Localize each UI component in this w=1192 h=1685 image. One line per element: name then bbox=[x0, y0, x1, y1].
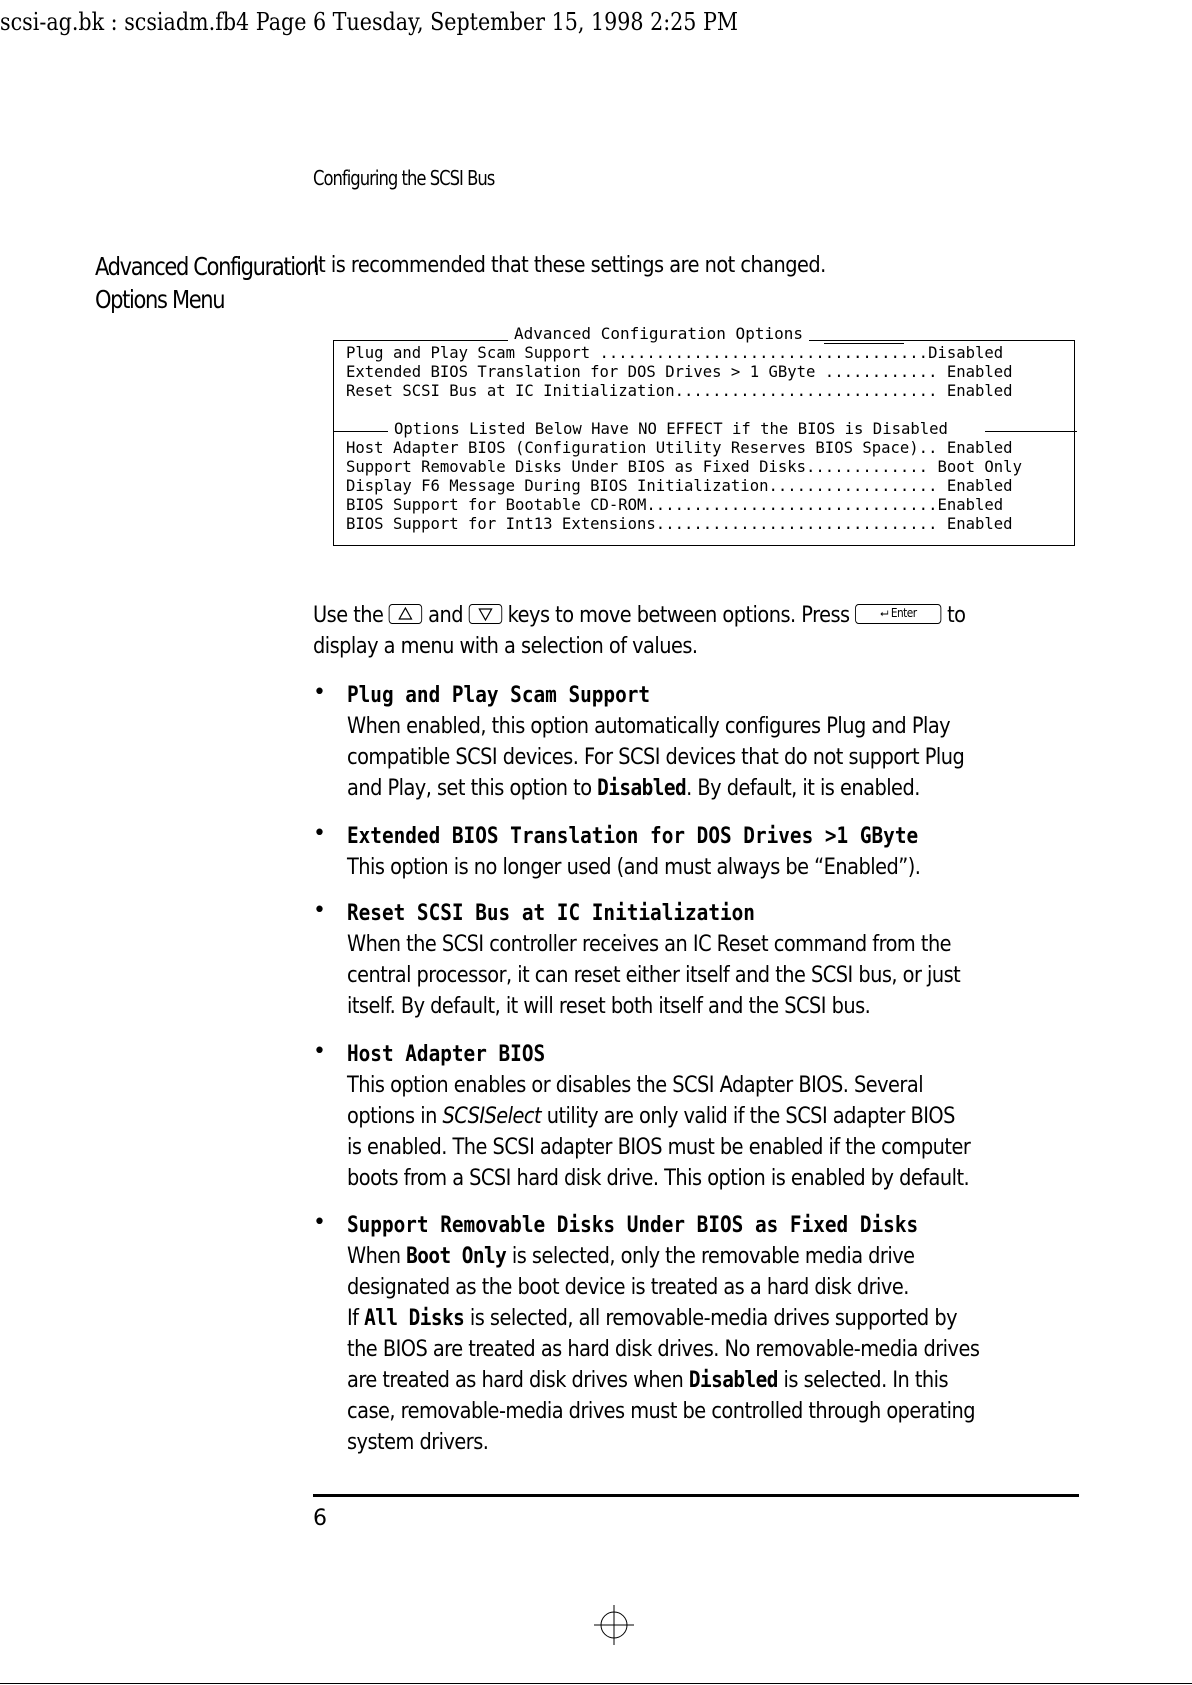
running-head: Configuring the SCSI Bus bbox=[313, 166, 495, 190]
item-text: itself. By default, it will reset both itself and the SCSI bus. bbox=[347, 994, 871, 1019]
menu-row[interactable]: BIOS Support for Bootable CD-ROM...............................Enabled bbox=[346, 496, 1004, 514]
menu-row[interactable]: Display F6 Message During BIOS Initialization.................. Enabled bbox=[346, 477, 1013, 495]
menu-row[interactable]: Host Adapter BIOS (Configuration Utility Reserves BIOS Space).. Enabled bbox=[346, 439, 1013, 457]
footer-rule bbox=[313, 1494, 1079, 1497]
slug-line: scsi-ag.bk : scsiadm.fb4 Page 6 Tuesday, September 15, 1998 2:25 PM bbox=[0, 8, 739, 36]
item-extended-bios bbox=[347, 821, 920, 883]
item-title: Host Adapter BIOS bbox=[347, 1042, 546, 1067]
bullet: • bbox=[313, 1039, 326, 1064]
up-arrow-key-icon bbox=[389, 604, 422, 624]
menu-row[interactable]: Plug and Play Scam Support ...................................Disabled bbox=[346, 344, 1004, 362]
item-removable-disks bbox=[347, 1210, 979, 1458]
item-title: Support Removable Disks Under BIOS as Fixed Disks bbox=[347, 1213, 919, 1238]
page-number: 6 bbox=[313, 1506, 327, 1531]
item-text: When the SCSI controller receives an IC Reset command from the bbox=[347, 932, 952, 957]
item-text: case, removable-media drives must be controlled through operating bbox=[347, 1399, 976, 1424]
item-title: Extended BIOS Translation for DOS Drives >1 GByte bbox=[347, 824, 919, 849]
config-menu-title: Advanced Configuration Options bbox=[508, 324, 809, 343]
bios-divider-title: Options Listed Below Have NO EFFECT if the BIOS is Disabled bbox=[388, 420, 954, 438]
registration-mark-icon bbox=[594, 1605, 634, 1645]
side-heading-line-1: Advanced Configuration bbox=[95, 252, 319, 281]
nav-instruction-line-2: display a menu with a selection of values. bbox=[313, 634, 698, 659]
side-heading bbox=[95, 250, 318, 316]
scsiselect-name: SCSISelect bbox=[442, 1104, 542, 1129]
page-bottom-edge bbox=[0, 1683, 1192, 1684]
side-heading-line-2: Options Menu bbox=[95, 285, 225, 314]
bullet: • bbox=[313, 1210, 326, 1235]
bullet: • bbox=[313, 821, 326, 846]
nav-text-4: to bbox=[947, 603, 966, 628]
boot-only-option: Boot Only bbox=[406, 1244, 507, 1269]
item-text: is enabled. The SCSI adapter BIOS must be enabled if the computer bbox=[347, 1135, 971, 1160]
item-title: Plug and Play Scam Support bbox=[347, 683, 651, 708]
item-host-adapter-bios bbox=[347, 1039, 970, 1194]
item-text: boots from a SCSI hard disk drive. This option is enabled by default. bbox=[347, 1166, 970, 1191]
intro-text: It is recommended that these settings are not changed. bbox=[313, 253, 826, 278]
item-text: This option is no longer used (and must always be “Enabled”). bbox=[347, 855, 921, 880]
item-text: and Play, set this option to Disabled. By default, it is enabled. bbox=[347, 776, 920, 801]
down-arrow-key-icon bbox=[469, 604, 502, 624]
disabled-option: Disabled bbox=[688, 1368, 778, 1393]
item-plug-and-play bbox=[347, 680, 964, 804]
item-text: compatible SCSI devices. For SCSI devices that do not support Plug bbox=[347, 745, 965, 770]
item-text: options in SCSISelect utility are only valid if the SCSI adapter BIOS bbox=[347, 1104, 955, 1129]
divider-rule-right bbox=[985, 431, 1077, 432]
menu-row[interactable]: BIOS Support for Int13 Extensions.............................. Enabled bbox=[346, 515, 1013, 533]
nav-instruction bbox=[313, 600, 965, 631]
menu-row[interactable]: Support Removable Disks Under BIOS as Fixed Disks............. Boot Only bbox=[346, 458, 1022, 476]
item-text: the BIOS are treated as hard disk drives. No removable-media drives bbox=[347, 1337, 980, 1362]
item-title: Reset SCSI Bus at IC Initialization bbox=[347, 901, 755, 926]
nav-text-2: and bbox=[428, 603, 463, 628]
disabled-option: Disabled bbox=[597, 776, 687, 801]
nav-text-1: Use the bbox=[313, 603, 384, 628]
enter-key-label: Enter bbox=[890, 606, 917, 620]
bullet: • bbox=[313, 898, 326, 923]
item-text: central processor, it can reset either itself and the SCSI bus, or just bbox=[347, 963, 961, 988]
menu-row[interactable]: Extended BIOS Translation for DOS Drives > 1 GByte ............ Enabled bbox=[346, 363, 1013, 381]
item-text: If All Disks is selected, all removable-media drives supported by bbox=[347, 1306, 958, 1331]
nav-text-3: keys to move between options. Press bbox=[507, 603, 850, 628]
item-text: are treated as hard disk drives when Disabled is selected. In this bbox=[347, 1368, 949, 1393]
item-text: system drivers. bbox=[347, 1430, 489, 1455]
item-text: designated as the boot device is treated as a hard disk drive. bbox=[347, 1275, 909, 1300]
divider-rule-left bbox=[333, 431, 393, 432]
item-text: When enabled, this option automatically configures Plug and Play bbox=[347, 714, 951, 739]
all-disks-option: All Disks bbox=[364, 1306, 465, 1331]
bullet: • bbox=[313, 680, 326, 705]
item-text: When Boot Only is selected, only the removable media drive bbox=[347, 1244, 915, 1269]
item-text: This option enables or disables the SCSI Adapter BIOS. Several bbox=[347, 1073, 924, 1098]
item-reset-scsi bbox=[347, 898, 960, 1022]
menu-row[interactable]: Reset SCSI Bus at IC Initialization............................ Enabled bbox=[346, 382, 1013, 400]
enter-key-icon: ⮠ Enter bbox=[855, 604, 941, 624]
